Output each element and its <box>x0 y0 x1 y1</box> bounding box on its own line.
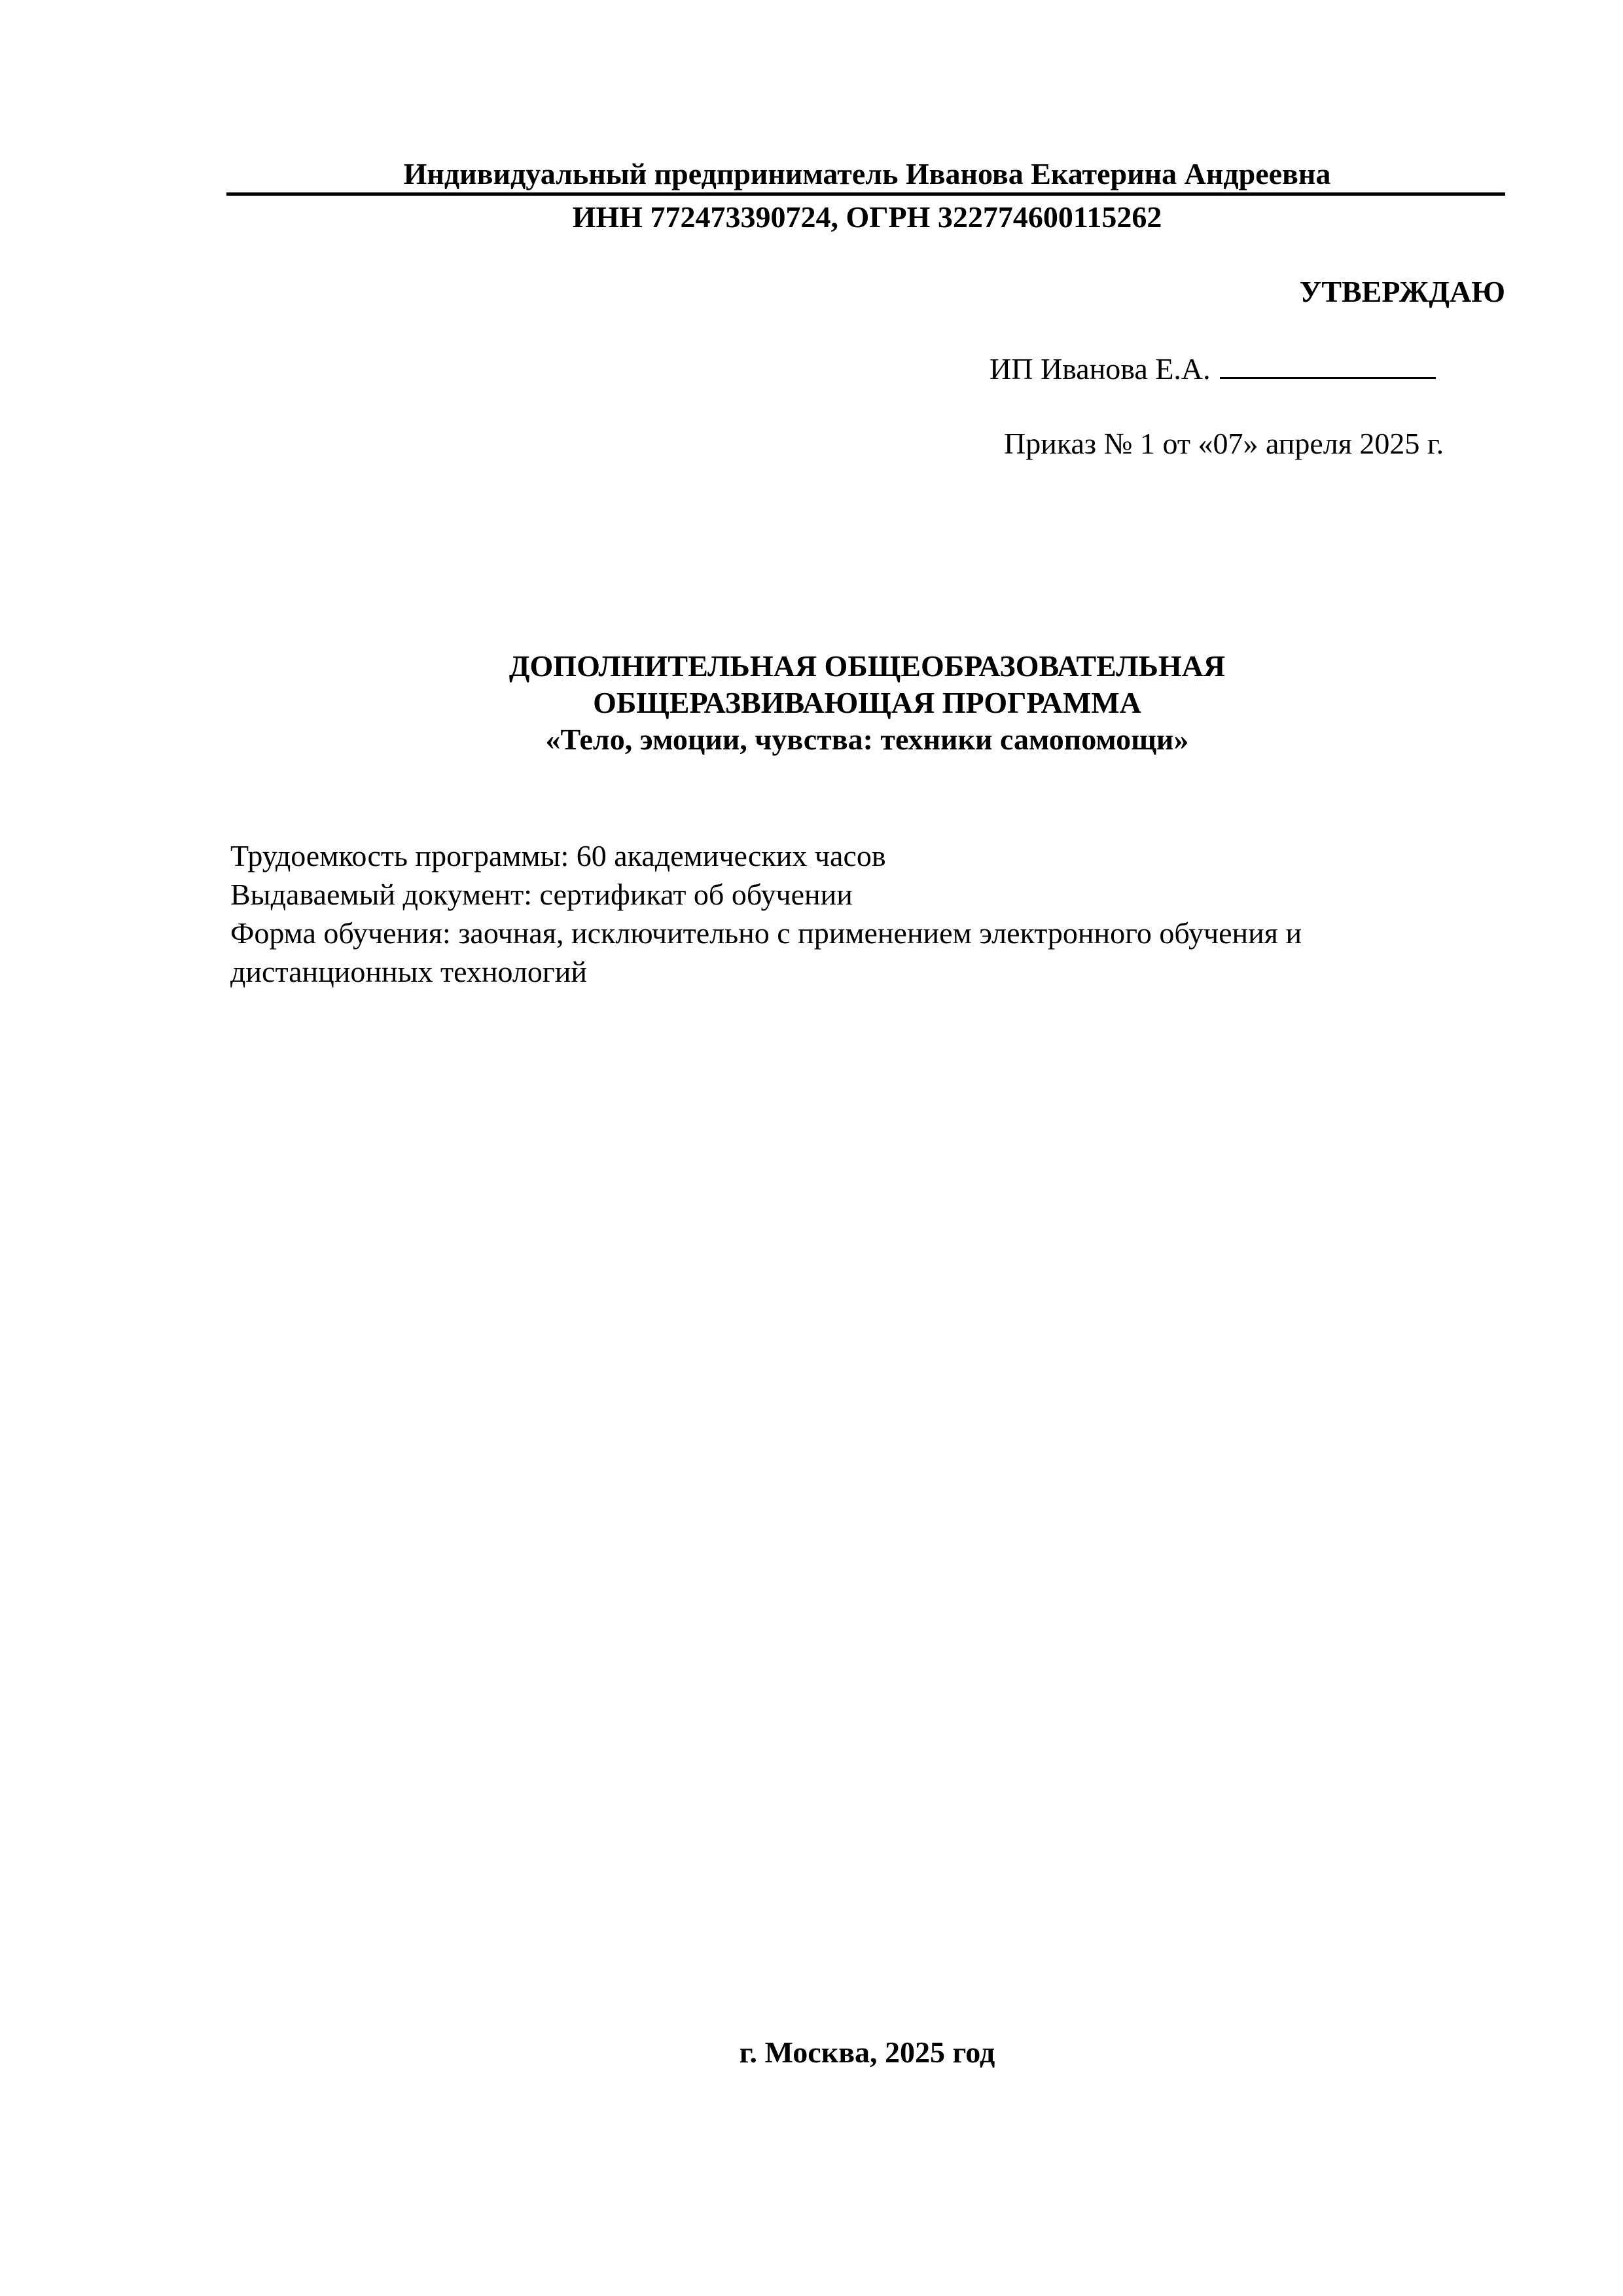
study-form-line-2: дистанционных технологий <box>230 955 587 988</box>
approval-title: УТВЕРЖДАЮ <box>1299 275 1505 308</box>
program-title-line-1: ДОПОЛНИТЕЛЬНАЯ ОБЩЕОБРАЗОВАТЕЛЬНАЯ <box>508 649 1226 683</box>
organization-name: Индивидуальный предприниматель Иванова Екатерина Андреевна <box>403 157 1331 190</box>
program-title-line-2: ОБЩЕРАЗВИВАЮЩАЯ ПРОГРАММА <box>593 686 1141 719</box>
footer-city-year: г. Москва, 2025 год <box>739 2036 995 2069</box>
program-info <box>230 836 1513 991</box>
signature-line <box>1220 348 1436 379</box>
program-title <box>229 648 1505 758</box>
approval-signer <box>990 348 1436 389</box>
organization-ids: ИНН 772473390724, ОГРН 322774600115262 <box>572 200 1162 234</box>
approval-signer-name: ИП Иванова Е.А. <box>990 352 1211 386</box>
header-divider <box>226 192 1505 196</box>
program-title-line-3: «Тело, эмоции, чувства: техники самопомощи» <box>545 723 1189 756</box>
study-form-line-1: Форма обучения: заочная, исключительно с применением электронного обучения и <box>230 916 1302 950</box>
labor-intensity: Трудоемкость программы: 60 академических часов <box>230 839 886 872</box>
issued-document: Выдаваемый документ: сертификат об обучении <box>230 878 853 911</box>
approval-order: Приказ № 1 от «07» апреля 2025 г. <box>1004 427 1444 460</box>
